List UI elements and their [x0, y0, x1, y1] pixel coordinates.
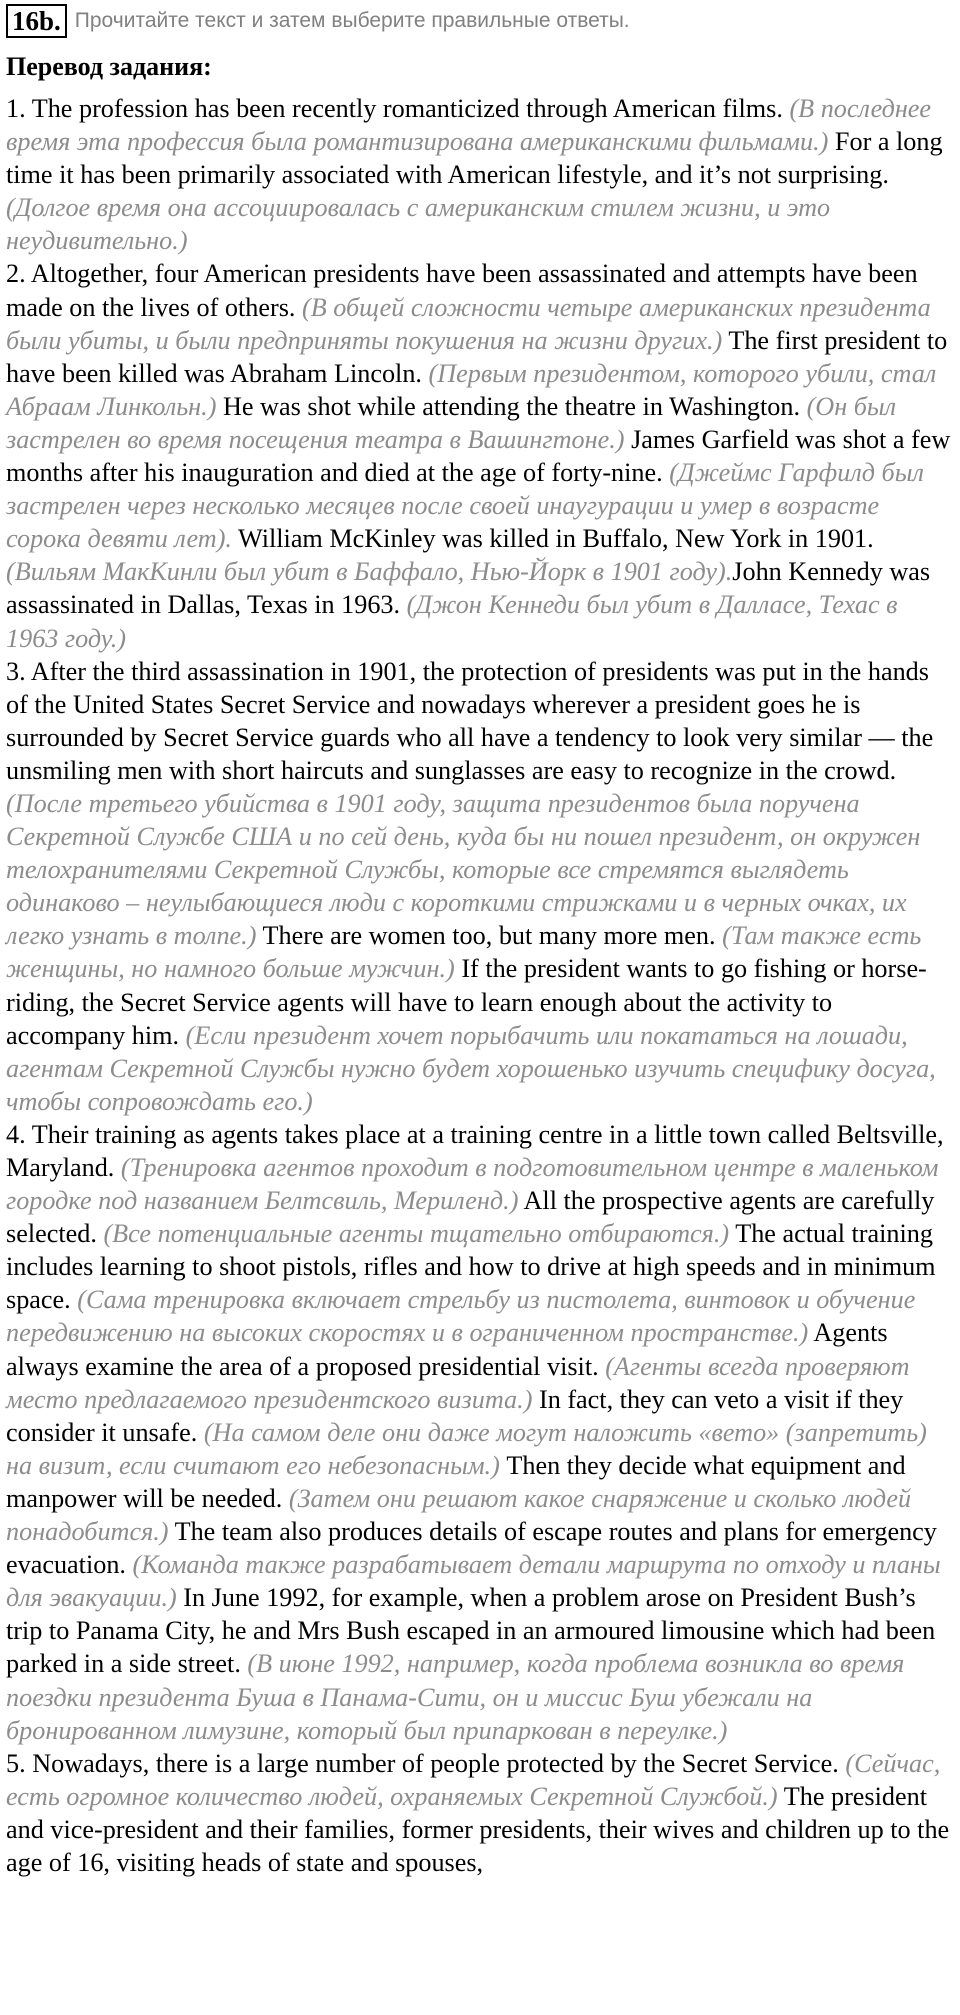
- russian-translation: (Если президент хочет порыбачить или покататься на лошади, агентам Секретной Службы нужно будет хорошенько изучить специфику досуга, чтобы сопровождать его.): [6, 1020, 936, 1116]
- english-sentence: He was shot while attending the theatre in Washington.: [216, 391, 807, 421]
- english-sentence: 4. Their training as agents takes place at a training centre in a little town called Beltsville, Maryland.: [6, 1119, 944, 1182]
- russian-translation: (В июне 1992, например, когда проблема возникла во время поездки президента Буша в Панама-Сити, он и миссис Буш убежали на бронированном лимузине, который был припаркован в переулке.): [6, 1649, 905, 1745]
- english-sentence: All the prospective agents are carefully selected.: [6, 1186, 935, 1249]
- english-sentence: The first president to have been killed was Abraham Lincoln.: [6, 325, 948, 388]
- english-sentence: For a long time it has been primarily associated with American lifestyle, and it’s not surprising.: [6, 127, 943, 190]
- english-sentence: 2. Altogether, four American presidents have been assassinated and attempts have been made on the lives of others.: [6, 259, 918, 322]
- english-sentence: William McKinley was killed in Buffalo, New York in 1901.: [231, 524, 874, 554]
- russian-translation: (Команда также разрабатывает детали маршрута по отходу и планы для эвакуации.): [6, 1550, 941, 1613]
- russian-translation: (Там также есть женщины, но намного больше мужчин.): [6, 921, 922, 984]
- russian-translation: (Затем они решают какое снаряжение и сколько людей понадобится.): [6, 1483, 912, 1547]
- english-sentence: James Garfield was shot a few months after his inauguration and died at the age of forty-nine.: [6, 424, 951, 488]
- task-number-badge: 16b.: [6, 4, 67, 38]
- english-sentence: Agents always examine the area of a proposed presidential visit.: [6, 1318, 888, 1381]
- paragraph: [6, 257, 956, 654]
- english-sentence: Then they decide what equipment and manpower will be needed.: [6, 1450, 906, 1513]
- document-body: [6, 92, 954, 1879]
- task-header: [6, 2, 954, 40]
- russian-translation: (После третьего убийства в 1901 году, защита президентов была поручена Секретной Службе США и по сей день, куда бы ни пошел президент, он окружен телохранителями Секретной Службы, которые все стремятся выглядеть одинаково – неулыбающиеся люди с короткими стрижками и в черных очках, их легко узнать в толпе.): [6, 788, 921, 951]
- paragraph: [6, 1118, 956, 1747]
- english-sentence: John Kennedy was assassinated in Dallas, Texas in 1963.: [6, 557, 931, 620]
- russian-translation: (На самом деле они даже могут наложить «вето» (запретить) на визит, если считают его небезопасным.): [6, 1417, 927, 1480]
- english-sentence: The actual training includes learning to shoot pistols, rifles and how to drive at high speeds and in minimum space.: [6, 1219, 936, 1315]
- english-sentence: In fact, they can veto a visit if they consider it unsafe.: [6, 1384, 904, 1447]
- russian-translation: (Джон Кеннеди был убит в Далласе, Техас в 1963 году.): [6, 590, 898, 653]
- task-instruction: Прочитайте текст и затем выберите правильные ответы.: [74, 9, 630, 32]
- english-sentence: There are women too, but many more men.: [256, 921, 723, 951]
- english-sentence: 5. Nowadays, there is a large number of people protected by the Secret Service.: [6, 1748, 846, 1778]
- paragraph: [6, 1747, 956, 1879]
- english-sentence: If the president wants to go fishing or horse-riding, the Secret Service agents will have to learn enough about the activity to accompany him.: [6, 954, 927, 1050]
- english-sentence: 1. The profession has been recently romanticized through American films.: [6, 94, 790, 123]
- russian-translation: (Все потенциальные агенты тщательно отбираются.): [103, 1219, 730, 1249]
- russian-translation: (Он был застрелен во время посещения театра в Вашингтоне.): [6, 391, 897, 454]
- paragraph: [6, 655, 956, 1118]
- russian-translation: (Джеймс Гарфилд был застрелен через несколько месяцев после своей инаугурации и умер в возрасте сорока девяти лет).: [6, 458, 924, 554]
- russian-translation: (Агенты всегда проверяют место предлагаемого президентского визита.): [6, 1351, 910, 1414]
- russian-translation: (Вильям МакКинли был убит в Баффало, Нью-Йорк в 1901 году).: [6, 557, 733, 587]
- english-sentence: In June 1992, for example, when a problem arose on President Bush’s trip to Panama City, he and Mrs Bush escaped in an armoured limousine which had been parked in a side street.: [6, 1583, 936, 1679]
- russian-translation: (Сейчас, есть огромное количество людей, охраняемых Секретной Службой.): [6, 1748, 941, 1811]
- translation-heading: Перевод задания:: [6, 52, 212, 81]
- paragraph: [6, 92, 956, 257]
- english-sentence: The team also produces details of escape routes and plans for emergency evacuation.: [6, 1517, 937, 1580]
- russian-translation: (В общей сложности четыре американских президента были убиты, и были предприняты покушения на жизни других.): [6, 292, 931, 355]
- russian-translation: (Сама тренировка включает стрельбу из пистолета, винтовок и обучение передвижению на высоких скоростях и в ограниченном пространстве.): [6, 1285, 916, 1348]
- russian-translation: (Тренировка агентов проходит в подготовительном центре в маленьком городке под названием Белтсвиль, Мериленд.): [6, 1153, 939, 1216]
- russian-translation: (В последнее время эта профессия была романтизирована американскими фильмами.): [6, 94, 932, 157]
- english-sentence: The president and vice-president and their families, former presidents, their wives and children up to the age of 16, visiting heads of state and spouses,: [6, 1781, 950, 1877]
- russian-translation: (Первым президентом, которого убили, стал Абраам Линкольн.): [6, 358, 937, 421]
- english-sentence: 3. After the third assassination in 1901, the protection of presidents was put in the hands of the United States Secret Service and nowadays wherever a president goes he is surrounded by Secret Service guards who all have a tendency to look very similar — the unsmiling men with short haircuts and sunglasses are easy to recognize in the crowd.: [6, 656, 934, 785]
- russian-translation: (Долгое время она ассоциировалась с американским стилем жизни, и это неудивительно.): [6, 193, 831, 256]
